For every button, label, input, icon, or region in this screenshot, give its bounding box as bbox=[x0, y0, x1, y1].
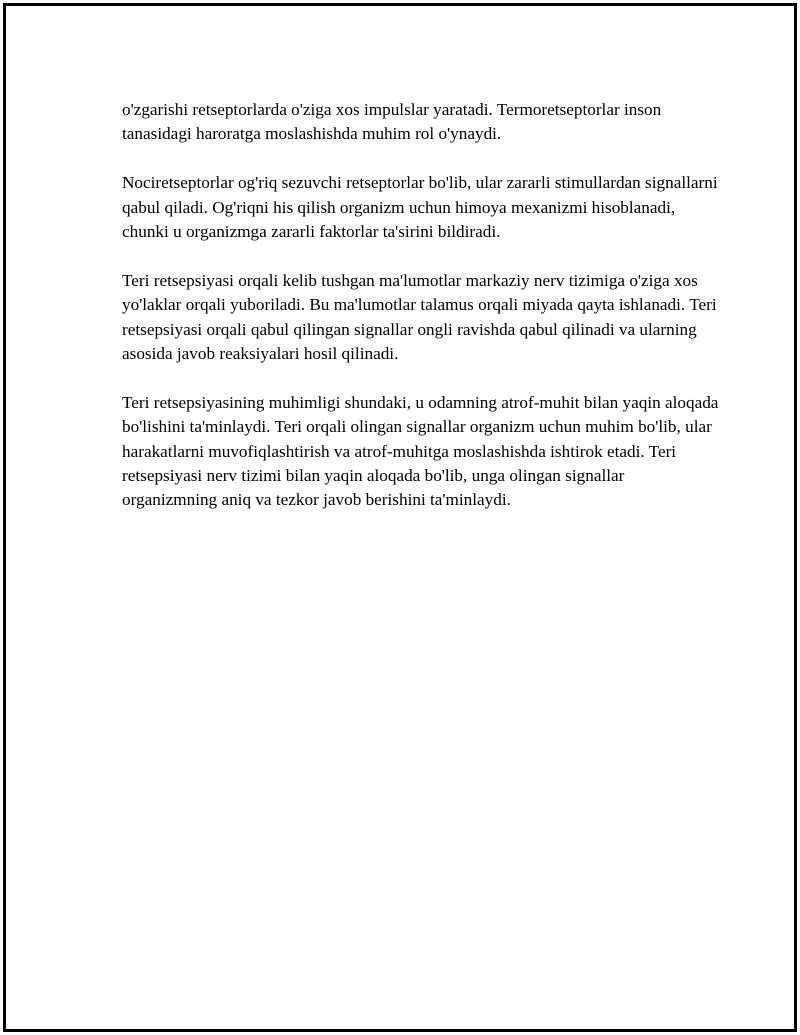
paragraph-nociceptors: Nociretseptorlar og'riq sezuvchi retseptorlar bo'lib, ular zararli stimullardan signallarni qabul qiladi. Og'riqni his qilish organizm uchun himoya mexanizmi hisoblanadi, chunki u organizmga zararli faktorlar ta'sirini bildiradi. bbox=[122, 173, 718, 242]
paragraph-thermoreceptors: o'zgarishi retseptorlarda o'ziga xos impulslar yaratadi. Termoretseptorlar inson tanasidagi haroratga moslashishda muhim rol o'ynaydi. bbox=[122, 100, 662, 144]
document-page bbox=[3, 3, 797, 1032]
document-body bbox=[122, 98, 722, 537]
paragraph-importance: Teri retsepsiyasining muhimligi shundaki, u odamning atrof-muhit bilan yaqin aloqada bo'lishini ta'minlaydi. Teri orqali olingan signallar organizm uchun muhim bo'lib, ular harakatlarni muvofiqlashtirish va atrof-muhitga moslashishda ishtirok etadi. Teri retsepsiyasi nerv tizimi bilan yaqin aloqada bo'lib, unga olingan signallar organizmning aniq va tezkor javob berishini ta'minlaydi. bbox=[122, 392, 719, 510]
paragraph-signal-transmission: Teri retsepsiyasi orqali kelib tushgan ma'lumotlar markaziy nerv tizimiga o'ziga xos yo'laklar orqali yuboriladi. Bu ma'lumotlar talamus orqali miyada qayta ishlanadi. Teri retsepsiyasi orqali qabul qilingan signallar ongli ravishda qabul qilinadi va ularning asosida javob reaksiyalari hosil qilinadi. bbox=[122, 270, 717, 364]
